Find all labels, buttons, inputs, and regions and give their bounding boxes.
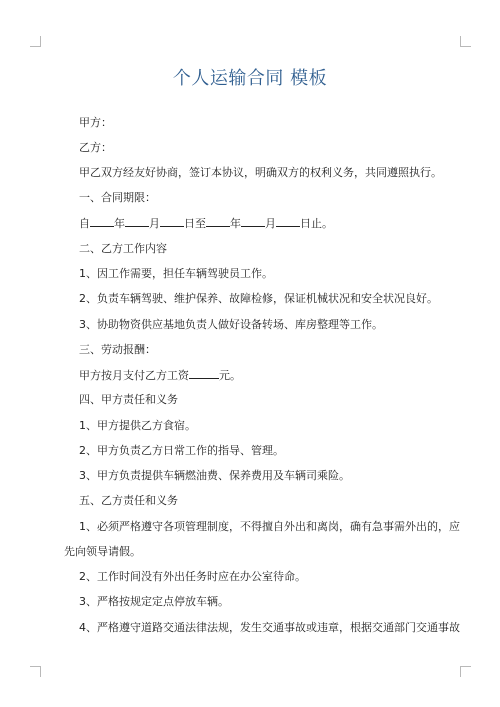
start-day-blank[interactable] xyxy=(160,216,184,227)
start-year-blank[interactable] xyxy=(90,216,114,227)
end-month-blank[interactable] xyxy=(241,216,265,227)
salary-amount-blank[interactable] xyxy=(189,368,219,379)
contract-term-line xyxy=(79,216,333,231)
term-text: 年 xyxy=(230,217,241,230)
section1-heading: 一、合同期限： xyxy=(79,191,156,204)
section2-item-2: 2、负责车辆驾驶、维护保养、故障检修，保证机械状况和安全状况良好。 xyxy=(79,292,438,305)
term-text: 月 xyxy=(265,217,276,230)
term-text: 年 xyxy=(114,217,125,230)
section3-heading: 三、劳动报酬： xyxy=(79,343,156,356)
section5-item-2: 2、工作时间没有外出任务时应在办公室待命。 xyxy=(79,570,306,583)
salary-line xyxy=(79,368,241,383)
page-corner-mark-top-left xyxy=(30,36,41,47)
page-corner-mark-bottom-right xyxy=(460,666,471,677)
party-a-label: 甲方： xyxy=(79,116,112,129)
page-corner-mark-bottom-left xyxy=(30,666,41,677)
section2-item-1: 1、因工作需要，担任车辆驾驶员工作。 xyxy=(79,267,273,280)
document-title: 个人运输合同 模板 xyxy=(172,68,328,89)
term-text: 月 xyxy=(149,217,160,230)
end-year-blank[interactable] xyxy=(206,216,230,227)
start-month-blank[interactable] xyxy=(125,216,149,227)
section5-item-1-line-1: 1、必须严格遵守各项管理制度，不得擅自外出和离岗，确有急事需外出的，应 xyxy=(79,520,460,533)
term-text: 日至 xyxy=(184,217,206,230)
term-text: 自 xyxy=(79,217,90,230)
salary-prefix: 甲方按月支付乙方工资 xyxy=(79,369,189,382)
salary-suffix: 元。 xyxy=(219,369,241,382)
section5-heading: 五、乙方责任和义务 xyxy=(79,494,178,507)
intro-paragraph: 甲乙双方经友好协商，签订本协议，明确双方的权利义务，共同遵照执行。 xyxy=(79,166,442,179)
section4-item-1: 1、甲方提供乙方食宿。 xyxy=(79,419,196,432)
end-day-blank[interactable] xyxy=(276,216,300,227)
section4-heading: 四、甲方责任和义务 xyxy=(79,393,178,406)
party-b-label: 乙方： xyxy=(79,141,112,154)
term-text: 日止。 xyxy=(300,217,333,230)
section2-item-3: 3、协助物资供应基地负责人做好设备转场、库房整理等工作。 xyxy=(79,318,383,331)
page-corner-mark-top-right xyxy=(460,36,471,47)
section4-item-2: 2、甲方负责乙方日常工作的指导、管理。 xyxy=(79,444,284,457)
section4-item-3: 3、甲方负责提供车辆燃油费、保养费用及车辆司乘险。 xyxy=(79,469,350,482)
section5-item-3: 3、严格按规定定点停放车辆。 xyxy=(79,595,229,608)
section5-item-1-line-2: 先向领导请假。 xyxy=(64,545,141,558)
section5-item-4: 4、严格遵守道路交通法律法规，发生交通事故或违章，根据交通部门交通事故 xyxy=(79,621,460,634)
section2-heading: 二、乙方工作内容 xyxy=(79,242,167,255)
